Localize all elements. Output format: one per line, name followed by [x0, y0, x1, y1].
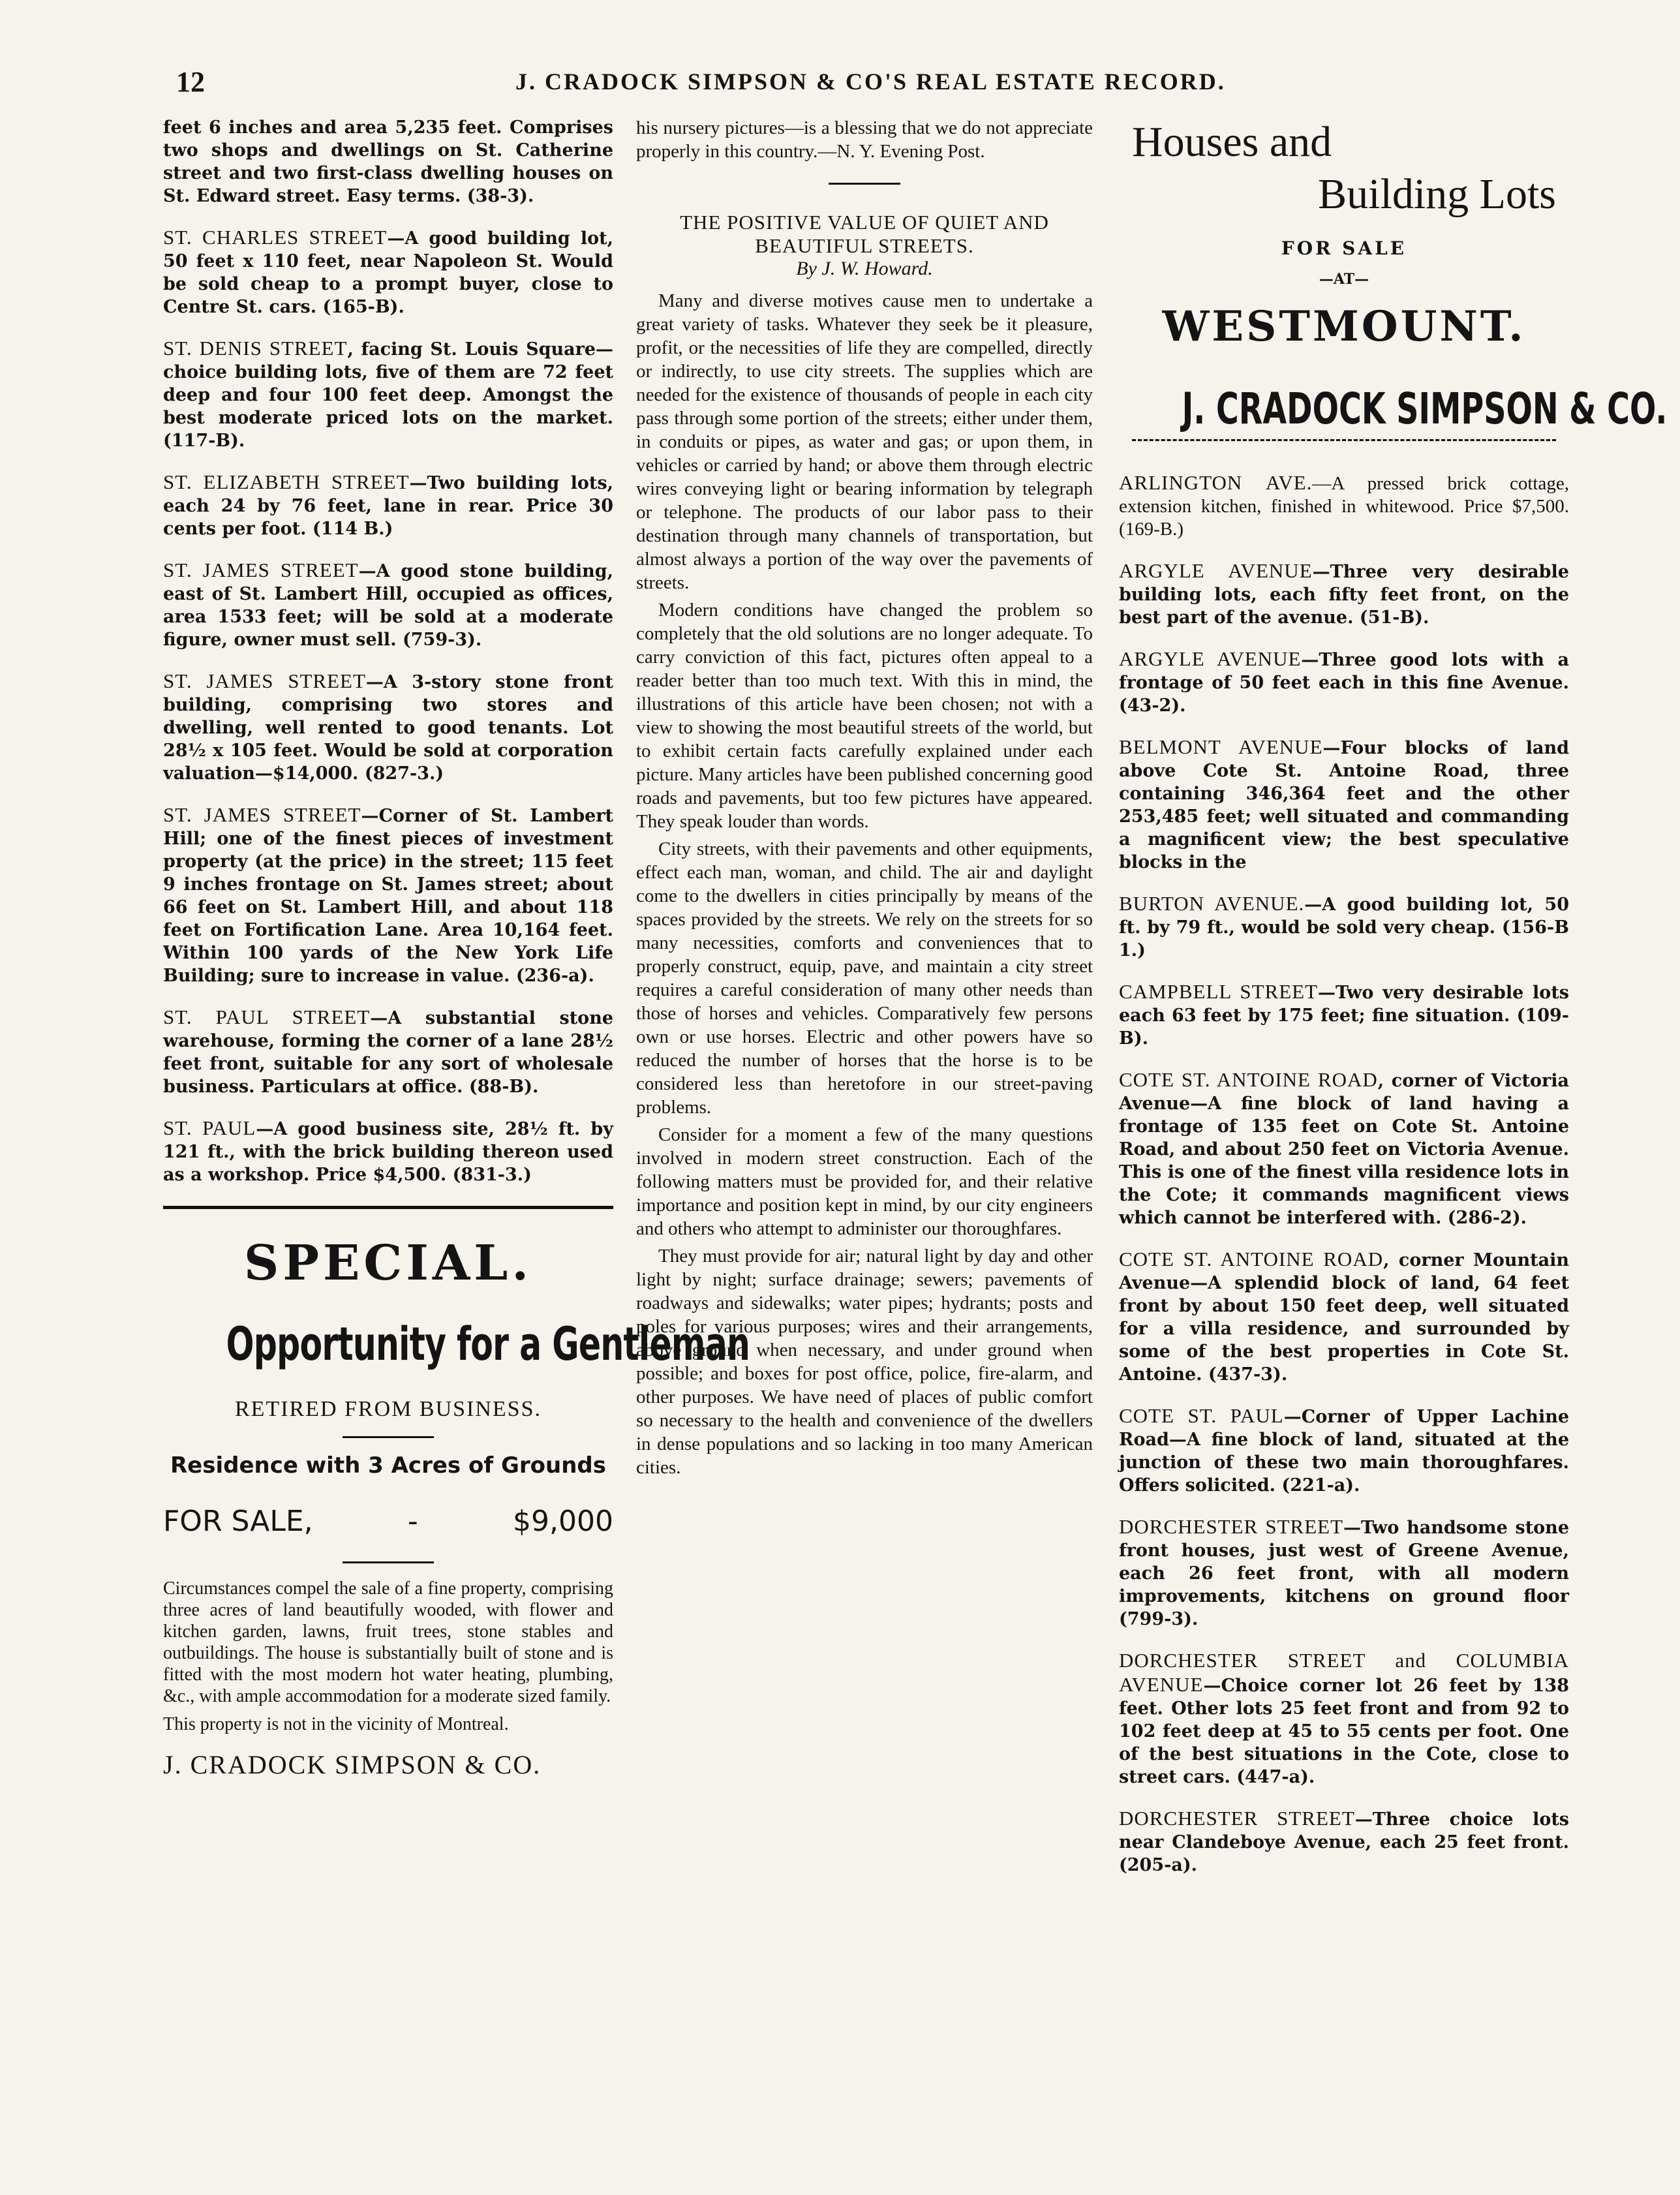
listing-heading: ST. CHARLES STREET: [163, 226, 388, 249]
listing-heading: DORCHESTER STREET and COLUMBIA AVENUE: [1119, 1649, 1569, 1696]
listing-right-8: [1119, 1404, 1569, 1497]
listing-text: , facing St. Louis Square— choice building lots, five of them are 72 feet deep and four 100 feet deep. Amongst the best moderate priced lots on the market. (117-B).: [163, 339, 613, 451]
listing-heading: ST. ELIZABETH STREET: [163, 470, 410, 493]
listing-text: —Two handsome stone front houses, just west of Greene Avenue, each 26 feet front, with all modern improvements, kitchens on ground floor (799-3).: [1119, 1518, 1569, 1629]
listing-left-4: [163, 559, 613, 651]
listing-heading: COTE ST. PAUL: [1119, 1404, 1284, 1427]
listing-text: —Two very desirable lots each 63 feet by 175 feet; fine situation. (109-B).: [1119, 983, 1569, 1049]
listing-right-7: [1119, 1248, 1569, 1386]
dashed-rule: [1132, 439, 1556, 441]
listing-right-10: [1119, 1649, 1569, 1788]
listing-heading: BURTON AVENUE.: [1119, 892, 1305, 915]
listing-text: —A good business site, 28½ ft. by 121 ft., with the brick building thereon used as a workshop. Price $4,500. (831-3.): [163, 1119, 613, 1185]
listing-text: —Four blocks of land above Cote St. Antoine Road, three containing 346,364 feet and the other 253,485 feet; well situated and commanding a magnificent view; the best speculative blocks in the: [1119, 738, 1569, 872]
listing-text: —A good building lot, 50 feet x 110 feet, near Napoleon St. Would be sold cheap to a prompt buyer, close to Centre St. cars. (165-B).: [163, 228, 613, 317]
listing-heading: COTE ST. ANTOINE ROAD: [1119, 1248, 1384, 1270]
article-quote: his nursery pictures—is a blessing that we do not appreciate properly in this country.—N. Y. Evening Post.: [636, 117, 1093, 162]
special-body-2: This property is not in the vicinity of Montreal.: [163, 1714, 509, 1734]
article-paragraph: Modern conditions have changed the problem so completely that the old solutions are no longer adequate. To carry conviction of this fact, pictures often appeal to a reader better than too much text. With this in mind, the illustrations of this article have been chosen; not with a view to showing the most beautiful streets of the world, but to exhibit certain facts carefully explained under each picture. Many articles have been published concerning good roads and pavements, but too few pictures have appeared. They speak louder than words.: [636, 600, 1093, 832]
special-subhead: RETIRED FROM BUSINESS.: [234, 1397, 542, 1421]
page-header: [176, 65, 1559, 98]
listing-heading: ARGYLE AVENUE: [1119, 647, 1302, 670]
listing-text: —Two building lots, each 24 by 76 feet, lane in rear. Price 30 cents per foot. (114 B.): [163, 473, 613, 539]
listing-right-2: [1119, 647, 1569, 717]
article-paragraph: Many and diverse motives cause men to undertake a great variety of tasks. Whatever they seek be it pleasure, profit, or the necessities of life they are compelled, directly or indirectly, to use city streets. The supplies which are needed for the existence of thousands of people in each city pass through some portion of the streets; either under them, in conduits or pipes, as water and gas; or upon them, in vehicles or carried by hand; or above them through electric wires conveying light or bearing information by telegraph or telephone. The products of our labor pass to their destination through many channels of transportation, but almost always a portion of the way over the pavements of streets.: [636, 290, 1093, 593]
listing-left-3: [163, 470, 613, 540]
listing-right-0: [1119, 471, 1569, 541]
listing-text: —Choice corner lot 26 feet by 138 feet. Other lots 25 feet front and from 92 to 102 feet deep at 45 to 55 cents per foot. One of the best situations in the Cote, close to street cars. (447-a).: [1119, 1676, 1569, 1787]
listing-heading: ARLINGTON AVE.: [1119, 471, 1313, 494]
article-title: THE POSITIVE VALUE OF QUIET AND BEAUTIFUL STREETS.: [680, 211, 1049, 257]
listing-text: —Three good lots with a frontage of 50 feet each in this fine Avenue. (43-2).: [1119, 650, 1569, 716]
listing-text: —Corner of Upper Lachine Road—A fine block of land, situated at the junction of these two main thoroughfares. Offers solicited. (221-a).: [1119, 1407, 1570, 1496]
special-price: $9,000: [513, 1505, 613, 1538]
divider-rule: [163, 1206, 613, 1209]
listing-text: —A pressed brick cottage, extension kitchen, finished in whitewood. Price $7,500. (169-B.): [1119, 473, 1569, 540]
short-rule-2: [343, 1561, 434, 1563]
listing-heading: ST. JAMES STREET: [163, 669, 366, 692]
column-westmount: [1119, 116, 1668, 1895]
listing-right-11: [1119, 1807, 1569, 1877]
listing-heading: DORCHESTER STREET: [1119, 1807, 1355, 1830]
listing-left-1: [163, 226, 613, 318]
special-title: SPECIAL.: [243, 1235, 533, 1291]
listing-text: , corner Mountain Avenue—A splendid block of land, 64 feet front by about 150 feet deep, well situated for a villa residence, and surrounded by some of the best properties in Cote St. Antoine. (437-3).: [1119, 1250, 1570, 1385]
listing-heading: ST. PAUL STREET: [163, 1005, 371, 1028]
listing-text: , corner of Victoria Avenue—A fine block of land having a frontage of 135 feet on Cote St. Antoine Road, and about 250 feet on Victoria Avenue. This is one of the finest villa residence lots in the Cote; it commands magnificent views which cannot be interfered with. (286-2).: [1119, 1071, 1569, 1228]
listing-heading: COTE ST. ANTOINE ROAD: [1119, 1068, 1378, 1091]
listing-text: —Three very desirable building lots, each fifty feet front, on the best part of the avenue. (51-B).: [1119, 562, 1569, 628]
listing-left-0: [163, 116, 613, 207]
listing-left-7: [163, 1005, 613, 1098]
special-residence: Residence with 3 Acres of Grounds: [170, 1452, 606, 1479]
special-signature: J. CRADOCK SIMPSON & CO.: [163, 1750, 542, 1779]
page-number: 12: [176, 66, 205, 98]
listing-heading: ARGYLE AVENUE: [1119, 559, 1313, 582]
listing-left-8: [163, 1116, 613, 1186]
for-sale-label: FOR SALE,: [163, 1505, 313, 1538]
special-headline: Opportunity for a Gentleman: [226, 1317, 750, 1371]
article-paragraph: They must provide for air; natural light by day and other light by night; surface drainage; sewers; pavements of roadways and sidewalks; water pipes; hydrants; posts and poles for various purposes; wires and their arrangements, above ground when necessary, and under ground when possible; and boxes for post office, police, fire-alarm, and other purposes. We have need of places of public comfort so necessary to the health and convenience of the dwellers in dense populations and so lacking in too many American cities.: [636, 1246, 1093, 1478]
listing-text: —A good stone building, east of St. Lambert Hill, occupied as offices, area 1533 feet; will be sold at a moderate figure, owner must sell. (759-3).: [163, 561, 613, 650]
article-rule: [829, 183, 900, 185]
listings-left: [163, 116, 613, 1186]
article-paragraph: Consider for a moment a few of the many questions involved in modern street construction. Each of the following matters must be provided for, and their relative importance and position kept in mind, by our city engineers and others who attempt to administer our thoroughfares.: [636, 1124, 1093, 1239]
westmount-title-line2: Building Lots: [1318, 170, 1556, 218]
listing-heading: CAMPBELL STREET: [1119, 980, 1318, 1003]
listing-heading: ST. JAMES STREET: [163, 559, 359, 581]
column-listings-left: [163, 116, 750, 1780]
listing-heading: ST. PAUL: [163, 1116, 256, 1139]
listing-left-5: [163, 669, 613, 785]
westmount-firm: J. CRADOCK SIMPSON & CO.: [1182, 384, 1668, 434]
listing-text: —Corner of St. Lambert Hill; one of the finest pieces of investment property (at the price) in the street; 115 feet 9 inches frontage on St. James street; about 66 feet on St. Lambert Hill, and about 118 feet on Fortification Lane. Area 10,164 feet. Within 100 yards of the New York Life Building; sure to increase in value. (236-a).: [163, 806, 613, 986]
listing-text: —A 3-story stone front building, comprising two stores and dwelling, well rented to good tenants. Lot 28½ x 105 feet. Would be sold at corporation valuation—$14,000. (827-3.): [163, 672, 613, 784]
special-advertisement: [163, 1235, 750, 1780]
price-dash: -: [407, 1505, 418, 1538]
article-byline: By J. W. Howard.: [796, 258, 933, 279]
listing-heading: DORCHESTER STREET: [1119, 1515, 1344, 1538]
listing-heading: BELMONT AVENUE: [1119, 735, 1323, 758]
westmount-place: WESTMOUNT.: [1162, 302, 1526, 351]
listing-text: —A substantial stone warehouse, forming the corner of a lane 28½ feet front, suitable for any sort of wholesale business. Particulars at office. (88-B).: [163, 1008, 613, 1097]
listing-text: feet 6 inches and area 5,235 feet. Comprises two shops and dwellings on St. Catherine street and two first-class dwelling houses on St. Edward street. Easy terms. (38-3).: [163, 117, 613, 206]
listing-text: —A good building lot, 50 ft. by 79 ft., would be sold very cheap. (156-B 1.): [1119, 895, 1570, 960]
article-paragraph: City streets, with their pavements and other equipments, effect each man, woman, and child. The air and daylight come to the dwellers in cities principally by means of the spaces provided by the streets. We rely on the streets for so many necessities, comforts and conveniences that to properly construct, equip, pave, and maintain a city street requires a careful consideration of many other needs than those of horses and vehicles. Comparatively few persons own or use horses. Electric and other powers have so reduced the number of horses that the horse is to be considered less than heretofore in our street-paving problems.: [636, 838, 1093, 1118]
listing-left-2: [163, 337, 613, 452]
listings-right: [1119, 471, 1569, 1877]
running-title: J. CRADOCK SIMPSON & CO'S REAL ESTATE RECORD.: [515, 69, 1226, 95]
listing-right-6: [1119, 1068, 1569, 1229]
special-price-line: [163, 1505, 613, 1538]
westmount-title-line1: Houses and: [1132, 118, 1332, 166]
listing-heading: ST. DENIS STREET: [163, 337, 348, 360]
listing-text: —Three choice lots near Clandeboye Avenue, each 25 feet front. (205-a).: [1119, 1809, 1570, 1875]
listing-right-4: [1119, 892, 1569, 962]
westmount-for-sale: FOR SALE: [1281, 238, 1407, 259]
column-article: [636, 116, 1093, 1483]
listing-right-9: [1119, 1515, 1569, 1631]
listing-left-6: [163, 803, 613, 987]
listing-right-5: [1119, 980, 1569, 1050]
listing-right-3: [1119, 735, 1569, 874]
westmount-at: —AT—: [1319, 271, 1369, 288]
special-body-1: Circumstances compel the sale of a fine property, comprising three acres of land beautifully wooded, with flower and kitchen garden, lawns, fruit trees, stone stables and outbuildings. The house is substantially built of stone and is fitted with the most modern hot water heating, plumbing, &c., with ample accommodation for a moderate sized family.: [163, 1578, 613, 1706]
article-body: [636, 289, 1093, 1479]
listing-heading: ST. JAMES STREET: [163, 803, 361, 826]
short-rule: [343, 1436, 434, 1438]
listing-right-1: [1119, 559, 1569, 629]
